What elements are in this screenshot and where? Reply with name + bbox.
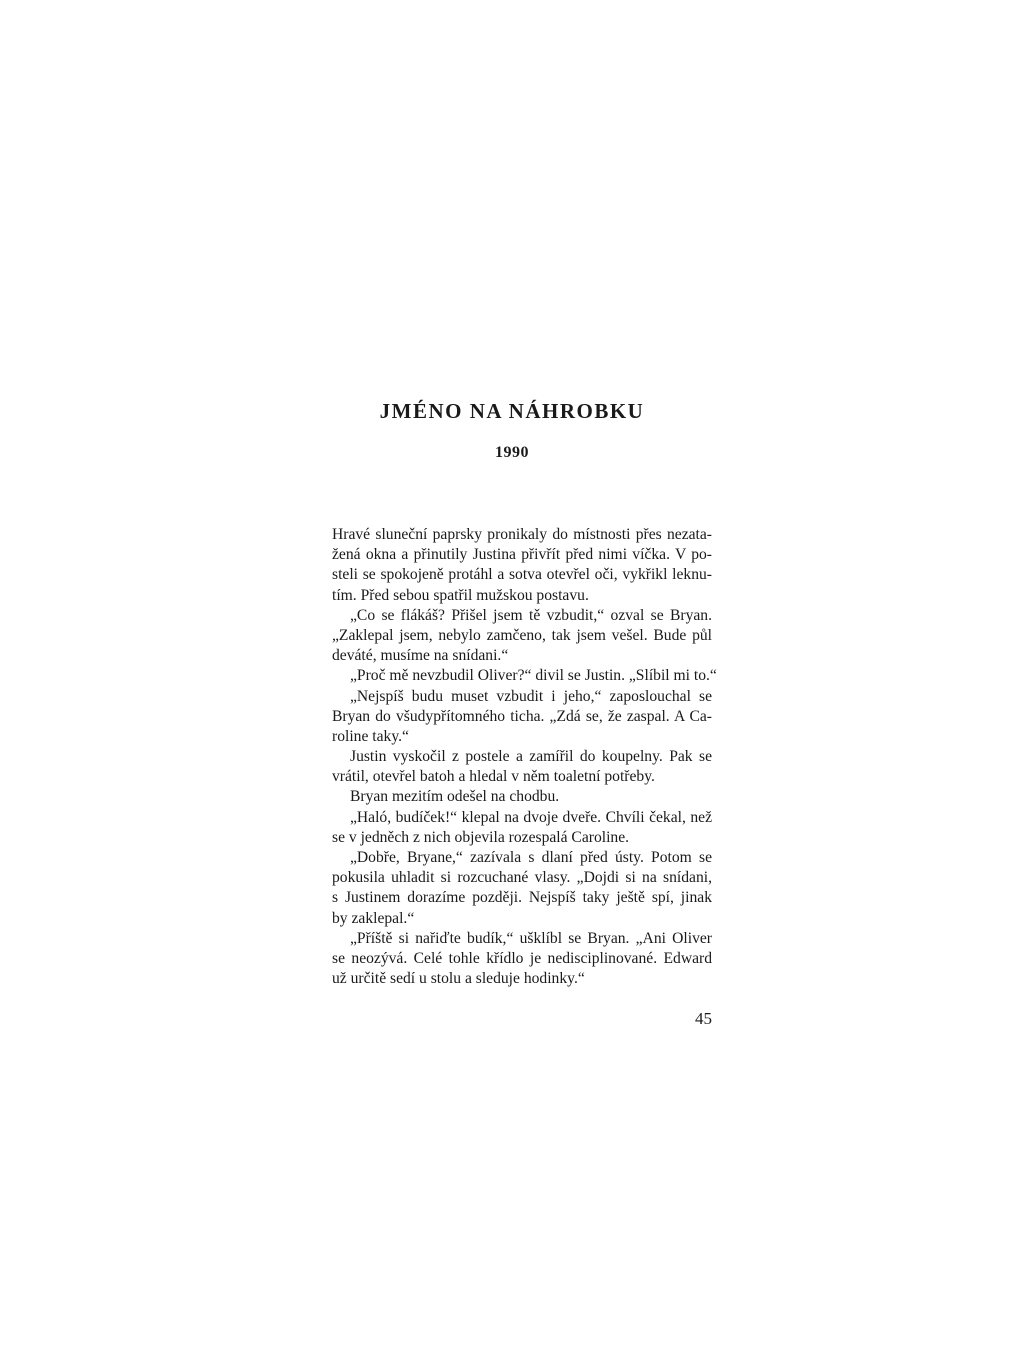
text-line: Bryan mezitím odešel na chodbu. — [350, 788, 560, 806]
text-line: „Co se flákáš? Přišel jsem tě vzbudit,“ ozval se Bryan. — [350, 606, 712, 624]
text-line: už určitě sedí u stolu a sleduje hodinky.“ — [332, 970, 585, 988]
text-line: „Dobře, Bryane,“ zazívala s dlaní před ústy. Potom se — [350, 849, 712, 866]
text-line: s Justinem dorazíme později. Nejspíš taky ještě spí, jinak — [332, 889, 712, 907]
text-line: pokusila uhladit si rozcuchané vlasy. „Dojdi si na snídani, — [332, 869, 712, 887]
page-number: 45 — [695, 1009, 712, 1028]
text-line: se v jedněch z nich objevila rozespalá Caroline. — [332, 828, 630, 846]
text-line: tím. Před sebou spatřil mužskou postavu. — [332, 586, 589, 604]
chapter-title: JMÉNO NA NÁHROBKU — [379, 399, 645, 423]
text-line: se neozývá. Celé tohle křídlo je nedisciplinované. Edward — [332, 949, 712, 967]
text-line: „Nejspíš budu muset vzbudit i jeho,“ zaposlouchal se — [350, 687, 712, 705]
body-text — [332, 525, 717, 989]
text-line: Hravé sluneční paprsky pronikaly do místnosti přes nezata- — [332, 526, 712, 543]
text-line: vrátil, otevřel batoh a hledal v něm toaletní potřeby. — [332, 768, 655, 786]
text-line: žená okna a přinutily Justina přivřít před nimi víčka. V po- — [332, 546, 712, 564]
text-line: „Haló, budíček!“ klepal na dvoje dveře. Chvíli čekal, než — [350, 808, 712, 826]
text-line: „Zaklepal jsem, nebylo zamčeno, tak jsem vešel. Bude půl — [332, 626, 712, 644]
text-line: by zaklepal.“ — [332, 909, 415, 927]
text-line: roline taky.“ — [332, 727, 409, 745]
text-line: deváté, musíme na snídani.“ — [332, 647, 509, 665]
text-line: „Příště si nařiďte budík,“ ušklíbl se Bryan. „Ani Oliver — [350, 929, 712, 947]
text-line: Bryan do všudypřítomného ticha. „Zdá se, že zaspal. A Ca- — [332, 707, 712, 725]
text-line: Justin vyskočil z postele a zamířil do koupelny. Pak se — [350, 748, 712, 766]
chapter-year: 1990 — [495, 444, 529, 461]
text-line: „Proč mě nevzbudil Oliver?“ divil se Justin. „Slíbil mi to.“ — [350, 667, 717, 685]
text-line: steli se spokojeně protáhl a sotva otevřel oči, vykřikl leknu- — [332, 566, 712, 584]
